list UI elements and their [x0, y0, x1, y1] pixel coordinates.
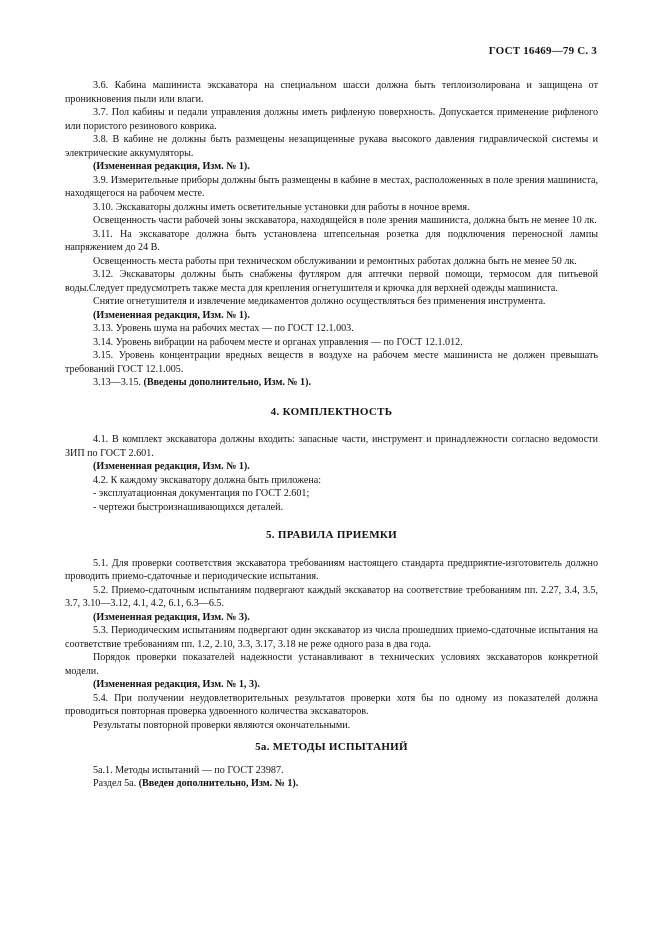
clause-4-1: 4.1. В комплект экскаватора должны входить: запасные части, инструмент и принадлежности согласно ведомости ЗИП по ГОСТ 2.601. — [65, 434, 598, 459]
clause-3-8: 3.8. В кабине не должны быть размещены незащищенные рукава высокого давления гидравлической системы и электрические аккумуляторы. — [65, 134, 598, 159]
section-4-title: 4. КОМПЛЕКТНОСТЬ — [270, 405, 393, 418]
list-item: - чертежи быстроизнашивающихся деталей. — [93, 501, 284, 513]
clause-3-12-continued: Снятие огнетушителя и извлечение медикаментов должно осуществляться без применения инструмента. — [93, 296, 546, 307]
amendment-note: (Измененная редакция, Изм. № 1). — [93, 309, 250, 321]
clause-4-2: 4.2. К каждому экскаватору должна быть приложена: — [93, 474, 322, 486]
clause-5a-1: 5а.1. Методы испытаний — по ГОСТ 23987. — [93, 764, 284, 776]
clause-5-1: 5.1. Для проверки соответствия экскаватора требованиям настоящего стандарта предприятие-изготовитель должно проводить приемо-сдаточные и периодические испытания. — [65, 557, 598, 582]
section-5a-title: 5а. МЕТОДЫ ИСПЫТАНИЙ — [255, 741, 408, 753]
clause-3-10-continued: Освещенность части рабочей зоны экскаватора, находящейся в поле зрения машиниста, должна быть не менее 10 лк. — [93, 215, 597, 226]
list-item: - эксплуатационная документация по ГОСТ 2.601; — [93, 488, 310, 499]
clause-3-11: 3.11. На экскаваторе должна быть установлена штепсельная розетка для подключения переносной лампы напряжением до 24 В. — [65, 228, 598, 253]
clause-3-9: 3.9. Измерительные приборы должны быть размещены в кабине в местах, расположенных в поле зрения машиниста, находящегося на рабочем месте. — [65, 174, 598, 199]
clause-3-15: 3.15. Уровень концентрации вредных веществ в воздухе на рабочем месте машиниста не должен превышать требований ГОСТ 12.1.005. — [65, 350, 598, 375]
section-5a-note — [65, 777, 598, 791]
clause-3-7: 3.7. Пол кабины и педали управления должны иметь рифленую поверхность. Допускается применение рифленого или пористого резинового коврика. — [65, 107, 598, 132]
page-header: ГОСТ 16469—79 С. 3 — [488, 45, 597, 57]
addition-note: (Введены дополнительно, Изм. № 1). — [143, 377, 311, 388]
amendment-note: (Измененная редакция, Изм. № 3). — [93, 611, 250, 623]
clause-3-6: 3.6. Кабина машиниста экскаватора на специальном шасси должна быть теплоизолирована и защищена от проникновения пыли или влаги. — [65, 80, 598, 105]
clause-3-13: 3.13. Уровень шума на рабочих местах — по ГОСТ 12.1.003. — [93, 323, 354, 334]
amendment-note: (Измененная редакция, Изм. № 1). — [93, 161, 250, 172]
clause-3-12: 3.12. Экскаваторы должны быть снабжены футляром для аптечки первой помощи, термосом для питьевой воды.Следует предусмотреть также места для крепления огнетушителя и крючка для верхней одежды машиниста. — [65, 269, 598, 294]
clause-5-2: 5.2. Приемо-сдаточным испытаниям подвергают каждый экскаватор на соответствие требованиям пп. 2.27, 3.4, 3.5, 3.7, 3.10—3.12, 4.1, 4.2, 6.1, 6.3—6.5. — [65, 584, 598, 609]
clauses-3-13-3-15-note — [65, 376, 598, 390]
clause-5-4-continued: Результаты повторной проверки являются окончательными. — [93, 719, 351, 731]
clause-3-10: 3.10. Экскаваторы должны иметь осветительные установки для работы в ночное время. — [93, 201, 470, 213]
section-label: Раздел 5а. — [93, 778, 137, 789]
addition-note: (Введен дополнительно, Изм. № 1). — [138, 778, 299, 789]
section-5-title: 5. ПРАВИЛА ПРИЕМКИ — [265, 529, 398, 541]
amendment-note: (Измененная редакция, Изм. № 1). — [93, 461, 250, 472]
clause-3-11-continued: Освещенность места работы при техническом обслуживании и ремонтных работах должна быть не менее 50 лк. — [93, 255, 577, 267]
amendment-note: (Измененная редакция, Изм. № 1, 3). — [93, 679, 260, 690]
clause-5-3-continued: Порядок проверки показателей надежности устанавливают в технических условиях экскаваторов конкретной модели. — [65, 652, 598, 677]
clause-3-14: 3.14. Уровень вибрации на рабочем месте и органах управления — по ГОСТ 12.1.012. — [93, 336, 463, 348]
document-body — [65, 79, 598, 791]
clause-range: 3.13—3.15. — [93, 377, 141, 388]
clause-5-4: 5.4. При получении неудовлетворительных результатов проверки хотя бы по одному из показателей должна проводиться повторная проверка удвоенного количества экскаваторов. — [65, 692, 598, 717]
clause-5-3: 5.3. Периодическим испытаниям подвергают один экскаватор из числа прошедших приемо-сдаточные испытания на соответствие требованиям пп. 1.2, 2.10, 3.3, 3.17, 3.18 не реже одного раза в два года. — [65, 625, 598, 650]
